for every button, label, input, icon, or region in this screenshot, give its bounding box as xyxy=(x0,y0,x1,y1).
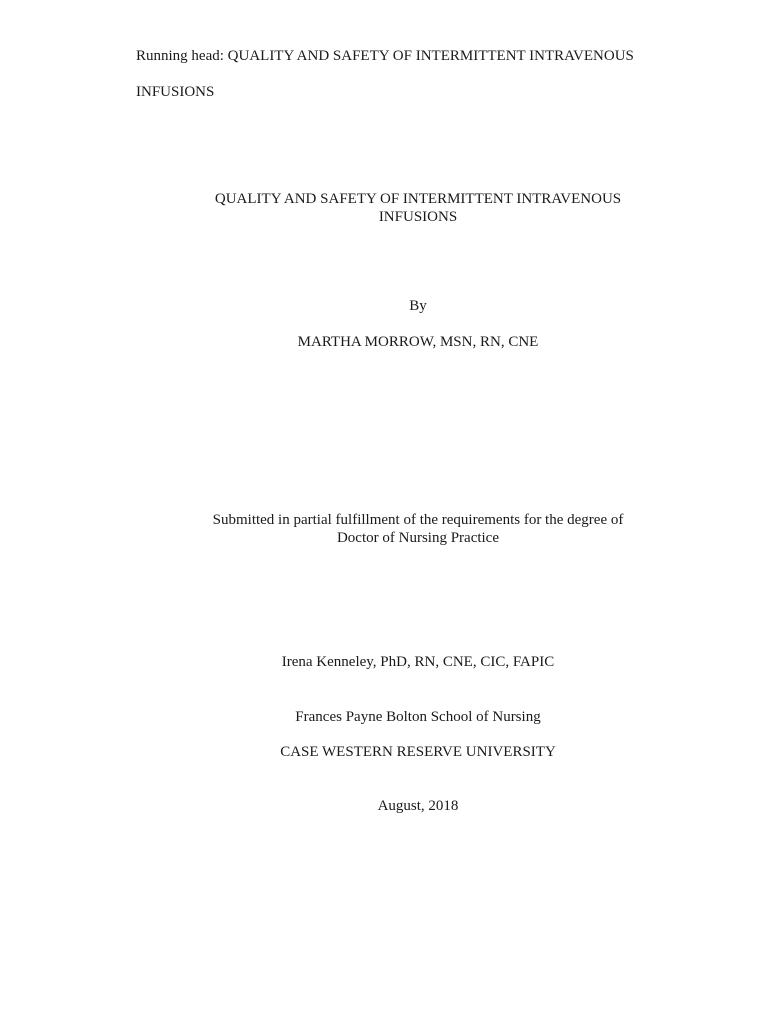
submission-date: August, 2018 xyxy=(377,798,459,814)
running-head-line-2: INFUSIONS xyxy=(136,84,215,100)
submission-line-2: Doctor of Nursing Practice xyxy=(336,530,500,546)
university-name: CASE WESTERN RESERVE UNIVERSITY xyxy=(280,744,556,760)
by-label: By xyxy=(409,298,427,314)
school-name: Frances Payne Bolton School of Nursing xyxy=(295,709,541,725)
author-name: MARTHA MORROW, MSN, RN, CNE xyxy=(297,334,539,350)
title-line-1: QUALITY AND SAFETY OF INTERMITTENT INTRAVENOUS xyxy=(214,191,622,207)
submission-line-1: Submitted in partial fulfillment of the requirements for the degree of xyxy=(212,512,624,528)
advisor-name: Irena Kenneley, PhD, RN, CNE, CIC, FAPIC xyxy=(281,654,555,670)
title-line-2: INFUSIONS xyxy=(378,209,458,225)
running-head-line-1: Running head: QUALITY AND SAFETY OF INTERMITTENT INTRAVENOUS xyxy=(136,48,634,64)
